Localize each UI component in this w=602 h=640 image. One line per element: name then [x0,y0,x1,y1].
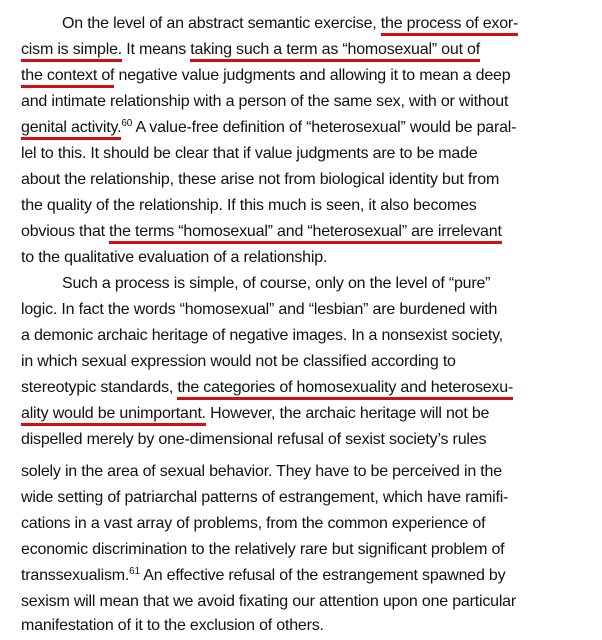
text-line [21,118,516,138]
text-line [21,248,327,268]
text-line [21,514,485,534]
underlined-phrase: the context of [21,67,114,88]
text-run: cations in a vast array of problems, from the common experience of [21,515,486,532]
underlined-phrase: ality would be unimportant. [21,405,206,426]
text-run: logic. In fact the words “homosexual” and “lesbian” are burdened with [21,301,498,318]
text-line [21,616,324,636]
text-line [21,196,477,216]
text-line [21,462,502,482]
text-run: Such a process is simple, of course, only on the level of “pure” [62,275,491,292]
text-run: However, the archaic heritage will not be [205,405,490,422]
text-run: to the qualitative evaluation of a relationship. [21,249,328,266]
underlined-phrase: the terms “homosexual” and “heterosexual” are irrelevant [109,223,502,244]
text-run: and intimate relationship with a person of the same sex, with or without [21,93,509,110]
text-run: the quality of the relationship. If this much is seen, it also becomes [21,197,477,214]
text-run: negative value judgments and allowing it to mean a deep [114,67,511,84]
text-line [21,566,505,586]
underlined-phrase: the categories of homosexuality and heterosexu- [177,379,513,400]
text-line [21,404,489,424]
text-run: a demonic archaic heritage of negative images. In a nonsexist society, [21,327,503,344]
text-run: obvious that [21,223,110,240]
text-line [21,40,480,60]
underlined-phrase: genital activity. [21,119,121,140]
footnote-marker: 61 [129,566,140,577]
text-run: stereotypic standards, [21,379,178,396]
text-line [21,170,499,190]
text-line [21,66,510,86]
text-line [21,488,508,508]
text-run: An effective refusal of the estrangement spawned by [139,567,506,584]
underlined-phrase: taking such a term as “homosexual” out of [190,41,480,62]
text-run: manifestation of it to the exclusion of others. [21,617,324,634]
text-run: wide setting of patriarchal patterns of estrangement, which have ramifi- [21,489,509,506]
text-run: A value-free definition of “heterosexual” would be paral- [132,119,517,136]
text-line [21,144,478,164]
underlined-phrase: the process of exor- [381,15,518,36]
underlined-phrase: cism is simple. [21,41,122,62]
text-run: economic discrimination to the relatively rare but significant problem of [21,541,505,558]
text-line [21,378,513,398]
text-line [21,540,504,560]
text-run: dispelled merely by one-dimensional refusal of sexist society’s rules [21,431,487,448]
text-run: On the level of an abstract semantic exercise, [62,15,381,32]
footnote-marker: 60 [121,118,133,129]
text-run: about the relationship, these arise not from biological identity but from [21,171,500,188]
text-line [21,300,497,320]
text-run: It means [122,41,191,58]
text-run: transsexualism. [21,567,130,584]
text-line [62,274,490,294]
text-line [62,14,518,34]
text-line [21,430,486,450]
text-run: solely in the area of sexual behavior. They have to be perceived in the [21,463,502,480]
text-line [21,222,502,242]
text-run: lel to this. It should be clear that if value judgments are to be made [21,145,478,162]
text-line [21,92,508,112]
text-run: sexism will mean that we avoid fixating our attention upon one particular [21,593,517,610]
text-line [21,352,456,372]
text-line [21,326,503,346]
text-line [21,592,516,612]
text-run: in which sexual expression would not be classified according to [21,353,456,370]
